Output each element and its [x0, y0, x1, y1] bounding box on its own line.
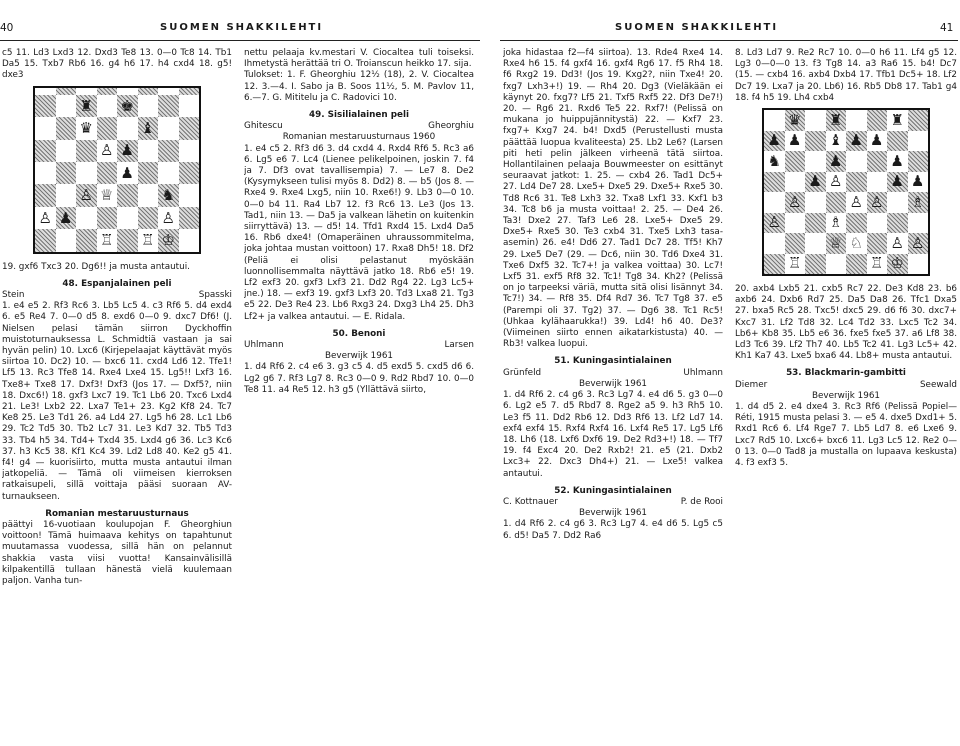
board-square: [35, 88, 56, 95]
chess-piece-square: ♙: [158, 207, 179, 229]
chess-piece-square: ♟: [764, 131, 785, 152]
board-square: [764, 110, 785, 131]
header-rule-left: [0, 40, 480, 41]
board-square: [35, 229, 56, 251]
col1-after-board: 19. gxf6 Txc3 20. Dg6!! ja musta antautui.: [2, 261, 190, 272]
board-square: [76, 229, 97, 251]
board-square: [908, 213, 929, 234]
col4-after-board: 20. axb4 Lxb5 21. cxb5 Rc7 22. De3 Kd8 23. b6 axb6 24. Dxb6 Rd7 25. Da5 Da8 26. Tfc1 Dxa5 27. bxa5 Rc5 28. Txc5! dxc5 29. d6 f6 30. dxc7+ Kxc7 31. Lf2 Td8 32. Lc4 Td2 33. Lxc5 Tc2 34. Lb6+ Kb8 35. Lb5 e6 36. fxe5 fxe5 37. a6 Lf8 38. Ld3 Tc6 39. Lf2 Th7 40. Lb5 Tc2 41. Lg3 Lc5+ 42. Kh1 Ka7 43. Lxe5 bxa6 44. Lb8+ musta antautui.: [735, 284, 957, 362]
chess-piece-square: ♞: [764, 151, 785, 172]
board-square: [887, 213, 908, 234]
game51-black: Uhlmann: [683, 367, 723, 378]
board-square: [805, 254, 826, 275]
board-square: [846, 172, 867, 193]
board-square: [97, 162, 118, 184]
board-square: [887, 131, 908, 152]
board-square: [76, 207, 97, 229]
column-2: [244, 48, 474, 744]
board-square: [179, 162, 200, 184]
game48-moves: 1. e4 e5 2. Rf3 Rc6 3. Lb5 Lc5 4. c3 Rf6 5. d4 exd4 6. e5 Re4 7. 0—0 d5 8. exd6 0—0 9. dxc7 Df6! (J. Nielsen pelasi tämän siirron Dyckhoffin muistoturnauksessa L. Schmidtiä vastaan ja sai hyvän pelin) 10. Lxc6 (Kirjepelaajat käyttävät myös siirtoa 10. Dc2) 10. — bxc6 11. cxd4 Ld6 12. Tfe1! Lf5 13. Rc3 Tfe8 14. Rxe4 Lxe4 15. Lg5!! Lxf3 16. Txe8+ Txe8 17. Dxf3! Dxf3 (Jos 17. — Dxf5?, niin 18. Dxc6!) 18. gxf3 Lxc7 19. Tc1 Lb6 20. Txc6 Lxd4 21. Le3! Lxb2 22. Lxa7 Te1+ 23. Kg2 Kf8 24. Tc7 Ke8 25. Le3 Td1 26. a4 Ld4 27. Lg5 h6 28. Lc1 Lb6 29. Tc2 Td5 30. Tb2 Lc7 31. Le3 Kd7 32. Tb5 Td3 33. Tb4 h5 34. Td4+ Txd4 35. Lxd4 g6 36. Lc3 Kc6 37. h3 Kc5 38. Kf1 Kc4 39. Ld2 Ld8 40. Ke2 g5 41. f4! g4 — kuorisiirto, mutta musta antautui ilman jatkopeliä. — Tämä oli viimeisen kierroksen ratkaisupeli, sillä voittaja pääsi suoraan AV-turnaukseen.: [2, 301, 232, 502]
board-square: [908, 131, 929, 152]
chess-piece-square: ♙: [764, 213, 785, 234]
chess-piece-square: ♕: [97, 184, 118, 206]
board-square: [867, 213, 888, 234]
chess-piece-square: ♝: [138, 117, 159, 139]
chess-diagram-1: [33, 86, 201, 254]
game51-event: Beverwijk 1961: [578, 378, 648, 389]
chess-piece-square: ♔: [887, 254, 908, 275]
chess-diagram-2: [762, 108, 930, 276]
chess-piece-square: ♖: [97, 229, 118, 251]
column-4: [735, 48, 957, 744]
game51-players: [503, 368, 723, 379]
board-square: [76, 88, 97, 95]
col3-top-text: joka hidastaa f2—f4 siirtoa). 13. Rde4 Rxe4 14. Rxe4 h6 15. f4 gxf4 16. gxf4 Rg6 17. f5 Rh4 18. f6 Rxg2 19. Dd3! (Jos 19. Kxg2?, niin Txe4! 20. fxg7 Lxh3+!) 19. — Rh4 20. Dg3 (Vieläkään ei käynyt 20. fxg7? Lf5 21. Txf5 Rxf5 22. Df3 De7!) 20. — Rg6 21. Rxd6 Te5 22. Rxf7! (Pelissä on mukana jo huippujännitystä) 22. — Kxf7 23. fxg7+ Kxg7 24. b4! Dxd5 (Perustellusti musta päättää luopua kvaliteesta) 25. Lb2 Le6? (Larsen piti heti pelin jälkeen virheenä tätä siirtoa. Hollantilainen pelaaja Bouwmeester on esittänyt seuraavat jatkot: 1. 25. — cxb4 26. Tad1 Dc5+ 27. Ld4 De7 28. Lxe5+ Dxe5 29. Dxe5+ Rxe5 30. Td8 Rc6 31. Te8 Lxh3 32. Txa8 Lxf1 33. Kxf1 b3 34. Tc8 b6 ja musta voittaa! 2. 25. — De4 26. Ta3! Dxe2 27. Taf3 Le6 28. Lxe5+ Dxe5 29. Dxe5+ Rxe5 30. Te3 cxb4 31. Txe5 Lxh3 tasa-asemin) 26. e4! Dd6 27. Tad1 Dc7 28. Tf5! Kh7 29. Lxe5 De7 (29. — Dc6, niin 30. Td6 Dxe4 31. Txe6 Dxf5 32. Tc7+! ja valkea voittaa) 30. Lc7! Lxf5 31. exf5 Rf8 32. Tc1! Tg8 34. Kh2? (Pelissä on jo tarpeeksi väriä, mutta sitä olisi lisännyt 34. Tc7!) 34. — Rf8 35. Df4 Rd7 36. Tc7 Tg8 37. e5 (Parempi oli 37. Tg2) 37. — Dg6 38. Tc1 Rc5! (Uhkaa kylähaarukka!) 39. Ld4! h6 40. De3? (Viimeinen siirto ennen aikatarkistusta) 40. — Rb3! valkea luopui.: [503, 48, 723, 350]
chess-piece-square: ♙: [867, 192, 888, 213]
board-square: [56, 117, 77, 139]
chess-piece-square: ♖: [785, 254, 806, 275]
game48-black: Spasski: [198, 290, 232, 301]
board-square: [97, 117, 118, 139]
board-square: [179, 229, 200, 251]
chess-piece-square: ♙: [35, 207, 56, 229]
board-square: [805, 110, 826, 131]
board-square: [785, 233, 806, 254]
game50-moves: 1. d4 Rf6 2. c4 e6 3. g3 c5 4. d5 exd5 5. cxd5 d6 6. Lg2 g6 7. Rf3 Lg7 8. Rc3 0—0 9. Rd2 Rbd7 10. 0—0 Te8 11. a4 Re5 12. h3 g5 (Yllättävä siirto,: [244, 362, 474, 395]
board-square: [138, 184, 159, 206]
board-square: [158, 162, 179, 184]
board-square: [846, 110, 867, 131]
right-running-title: SUOMEN SHAKKILEHTI: [615, 22, 779, 33]
left-running-title: SUOMEN SHAKKILEHTI: [160, 22, 324, 33]
game49-event: Romanian mestaruusturnaus 1960: [282, 132, 436, 143]
board-square: [908, 254, 929, 275]
board-square: [179, 88, 200, 95]
col2-top-text: nettu pelaaja kv.mestari V. Ciocaltea tuli toiseksi. Ihmetystä herättää tri O. Troianscun heikko 17. sija.: [244, 48, 474, 70]
board-square: [179, 184, 200, 206]
board-square: [826, 192, 847, 213]
game53-event: Beverwijk 1961: [811, 390, 881, 401]
board-square: [56, 140, 77, 162]
board-square: [138, 95, 159, 117]
board-square: [805, 131, 826, 152]
game51-white: Grünfeld: [503, 367, 542, 378]
board-square: [764, 254, 785, 275]
board-square: [117, 184, 138, 206]
game53-white: Diemer: [735, 379, 768, 390]
board-square: [158, 140, 179, 162]
romania-tournament-title: Romanian mestaruusturnaus: [45, 508, 189, 519]
chess-piece-square: ♙: [887, 233, 908, 254]
board-square: [56, 162, 77, 184]
board-square: [35, 184, 56, 206]
board-square: [805, 233, 826, 254]
board-square: [785, 213, 806, 234]
game49-black: Gheorghiu: [428, 121, 474, 132]
chess-piece-square: ♟: [56, 207, 77, 229]
chess-piece-square: ♜: [76, 95, 97, 117]
game49-title: 49. Sisilialainen peli: [308, 110, 410, 121]
board-square: [138, 207, 159, 229]
game50-players: [244, 340, 474, 351]
chess-piece-square: ♗: [908, 192, 929, 213]
board-square: [179, 140, 200, 162]
right-page-number: 41: [940, 22, 954, 34]
board-square: [887, 192, 908, 213]
board-square: [867, 110, 888, 131]
chess-piece-square: ♛: [785, 110, 806, 131]
chess-piece-square: ♟: [867, 131, 888, 152]
game50-event: Beverwijk 1961: [324, 351, 394, 362]
board-square: [56, 95, 77, 117]
game49-players: [244, 121, 474, 132]
game50-black: Larsen: [444, 340, 474, 351]
board-square: [805, 192, 826, 213]
game48-title: 48. Espanjalainen peli: [62, 278, 172, 289]
board-square: [117, 229, 138, 251]
chess-piece-square: ♟: [826, 151, 847, 172]
board-square: [826, 254, 847, 275]
board-square: [56, 88, 77, 95]
chess-piece-square: ♙: [76, 184, 97, 206]
game53-black: Seewald: [919, 379, 957, 390]
board-square: [867, 172, 888, 193]
col4-top-text: 8. Ld3 Ld7 9. Re2 Rc7 10. 0—0 h6 11. Lf4 g5 12. Lg3 0—0—0 13. f3 Tg8 14. a3 Ra6 15. b4! Dc7 (15. — cxb4 16. axb4 Dxb4 17. Tfb1 Dc5+ 18. Lf2 Dc7 19. Lxa7 ja 20. Lb6) 16. Rb5 Db8 17. Tab1 g4 18. f4 h5 19. Lh4 cxb4: [735, 48, 957, 103]
column-1: [2, 48, 232, 744]
chess-piece-square: ♞: [158, 184, 179, 206]
board-square: [179, 207, 200, 229]
board-square: [908, 151, 929, 172]
board-square: [35, 95, 56, 117]
board-square: [35, 140, 56, 162]
chess-piece-square: ♘: [846, 233, 867, 254]
board-square: [785, 172, 806, 193]
chess-piece-square: ♜: [826, 110, 847, 131]
chess-piece-square: ♖: [867, 254, 888, 275]
chess-piece-square: ♟: [887, 151, 908, 172]
board-square: [117, 88, 138, 95]
chess-piece-square: ♔: [158, 229, 179, 251]
game50-title: 50. Benoni: [332, 328, 386, 339]
column-3: [503, 48, 723, 744]
board-square: [97, 95, 118, 117]
chess-piece-square: ♟: [887, 172, 908, 193]
board-square: [56, 229, 77, 251]
board-square: [846, 254, 867, 275]
game51-moves: 1. d4 Rf6 2. c4 g6 3. Rc3 Lg7 4. e4 d6 5. g3 0—0 6. Lg2 e5 7. d5 Rbd7 8. Rge2 a5 9. h3 Rh5 10. Le3 f5 11. Dd2 Rb6 12. Dd3 Rf6 13. Lf2 Ld7 14. exf4 exf4 15. Rxf4 Rxf4 16. Lxf4 Re5 17. Lg5 Lf6 18. Lh6 (18. Lxf6 Dxf6 19. De2 Rd3+!) 18. — Tf7 19. f4 Exc4 20. De2 Rxb2! 21. e5 (21. Dxb2 Lxc3+ 22. Dxc3 Dh4+) 21. — Lxe5! valkea antautui.: [503, 390, 723, 479]
game53-players: [735, 380, 957, 391]
chess-piece-square: ♜: [887, 110, 908, 131]
chess-piece-square: ♙: [97, 140, 118, 162]
board-square: [764, 172, 785, 193]
chess-piece-square: ♙: [908, 233, 929, 254]
board-square: [764, 233, 785, 254]
chess-piece-square: ♖: [138, 229, 159, 251]
board-square: [908, 110, 929, 131]
board-square: [56, 184, 77, 206]
board-square: [117, 207, 138, 229]
chess-piece-square: ♛: [76, 117, 97, 139]
board-square: [35, 162, 56, 184]
board-square: [97, 207, 118, 229]
board-square: [138, 88, 159, 95]
chess-piece-square: ♟: [908, 172, 929, 193]
chess-piece-square: ♟: [117, 140, 138, 162]
board-square: [867, 233, 888, 254]
game52-black: P. de Rooi: [680, 496, 723, 507]
game49-white: Ghitescu: [244, 121, 283, 132]
chess-piece-square: ♟: [117, 162, 138, 184]
chess-piece-square: ♟: [785, 131, 806, 152]
romania-results: Tulokset: 1. F. Gheorghiu 12½ (18), 2. V. Ciocaltea 12. 3.—4. I. Sabo ja B. Soos 11½, 5. M. Pavlov 11, 6.—7. G. Mititelu ja C. Radovici 10.: [244, 70, 474, 103]
board-square: [805, 213, 826, 234]
chess-piece-square: ♙: [846, 192, 867, 213]
game48-players: [2, 290, 232, 301]
game52-players: [503, 497, 723, 508]
game52-title: 52. Kuningasintialainen: [554, 485, 672, 496]
game51-title: 51. Kuningasintialainen: [554, 356, 672, 367]
board-square: [179, 95, 200, 117]
game52-event: Beverwijk 1961: [578, 508, 648, 519]
header-rule-right: [500, 40, 958, 41]
game48-white: Stein: [2, 290, 25, 301]
board-square: [117, 117, 138, 139]
game49-moves: 1. e4 c5 2. Rf3 d6 3. d4 cxd4 4. Rxd4 Rf6 5. Rc3 a6 6. Lg5 e6 7. Lc4 (Lienee pelikelpoinen, joskin 7. f4 ja 7. Df3 ovat tavallisempia) 7. — Le7 8. De2 (Kysymykseen tulisi myös 8. Dd2) 8. — b5 (Jos 8. — Rxe4 9. Rxe4 Lxg5, niin 10. Rxe6!) 9. Lb3 0—0 10. 0—0 b4 11. Ra4 Lb7 12. f3 Rc6 13. Le3 (Jos 13. Tad1, niin 13. — Da5 ja valkean lähetin on kuitenkin siirryttävä) 13. — d5! 14. Tfd1 Rxd4 15. Lxd4 Da5 16. Rb6 dxe4! (Omaperäinen uhraussommitelma, joka johtaa mustan voittoon) 17. Rxa8 Dh5! 18. Df2 (Peliä ei olisi pelastanut myöskään luonnollisemmalta näyttävä jatko 18. Rb6 e5! 19. Lf2 exf3 20. gxf3 Lxf3 21. Dd2 Rg4 22. Lg3 Lc5+ jne.) 18. — exf3 19. gxf3 Lxf3 20. Td3 Lxa8 21. Tg3 e5 22. De3 Re4 23. Lb6 Rxg3 24. Dxg3 Lh4 25. Dh3 Lf2+ ja valkea antautui. — E. Ridala.: [244, 143, 474, 322]
game50-white: Uhlmann: [244, 340, 284, 351]
board-square: [158, 117, 179, 139]
board-square: [158, 95, 179, 117]
game52-moves: 1. d4 Rf6 2. c4 g6 3. Rc3 Lg7 4. e4 d6 5. Lg5 c5 6. d5! Da5 7. Dd2 Ra6: [503, 519, 723, 541]
board-square: [785, 151, 806, 172]
game53-title: 53. Blackmarin-gambitti: [786, 368, 906, 379]
board-square: [138, 140, 159, 162]
board-square: [764, 192, 785, 213]
chess-piece-square: ♗: [826, 213, 847, 234]
board-square: [846, 151, 867, 172]
board-square: [846, 213, 867, 234]
board-square: [179, 117, 200, 139]
romania-tournament-text: päättyi 16-vuotiaan koulupojan F. Gheorghiun voittoon! Tämä huimaava kehitys on tapahtunut muutamassa vuodessa, sillä hän on pelannut shakkia vasta viisi vuotta! Kansainvälisillä kilpakentillä tullaan hänestä vielä kuulemaan paljon. Vanha tun-: [2, 520, 232, 587]
chess-piece-square: ♕: [826, 233, 847, 254]
chess-piece-square: ♝: [826, 131, 847, 152]
game53-moves: 1. d4 d5 2. e4 dxe4 3. Rc3 Rf6 (Pelissä Popiel—Réti, 1915 musta pelasi 3. — e5 4. dxe5 Dxd1+ 5. Rxd1 Rc6 6. Lf4 Rge7 7. Lb5 Ld7 8. e6 Lxe6 9. Lxc7 Rd5 10. Lxc6+ bxc6 11. Lg3 Lc5 12. Re2 0—0 13. 0—0 Tad8 ja mustalla on lupaava keskusta) 4. f3 exf3 5.: [735, 402, 957, 469]
game52-white: C. Kottnauer: [503, 496, 558, 507]
board-square: [867, 151, 888, 172]
board-square: [138, 162, 159, 184]
chess-piece-square: ♟: [846, 131, 867, 152]
col1-top-text: c5 11. Ld3 Lxd3 12. Dxd3 Te8 13. 0—0 Tc8 14. Tb1 Da5 15. Txb7 Rb6 16. g4 h6 17. h4 cxd4 18. g5! dxe3: [2, 48, 232, 81]
board-square: [76, 140, 97, 162]
left-page-number: 40: [0, 22, 14, 34]
board-square: [158, 88, 179, 95]
board-square: [35, 117, 56, 139]
chess-piece-square: ♟: [805, 172, 826, 193]
chess-piece-square: ♙: [826, 172, 847, 193]
chess-piece-square: ♚: [117, 95, 138, 117]
board-square: [76, 162, 97, 184]
chess-piece-square: ♙: [785, 192, 806, 213]
board-square: [805, 151, 826, 172]
board-square: [97, 88, 118, 95]
